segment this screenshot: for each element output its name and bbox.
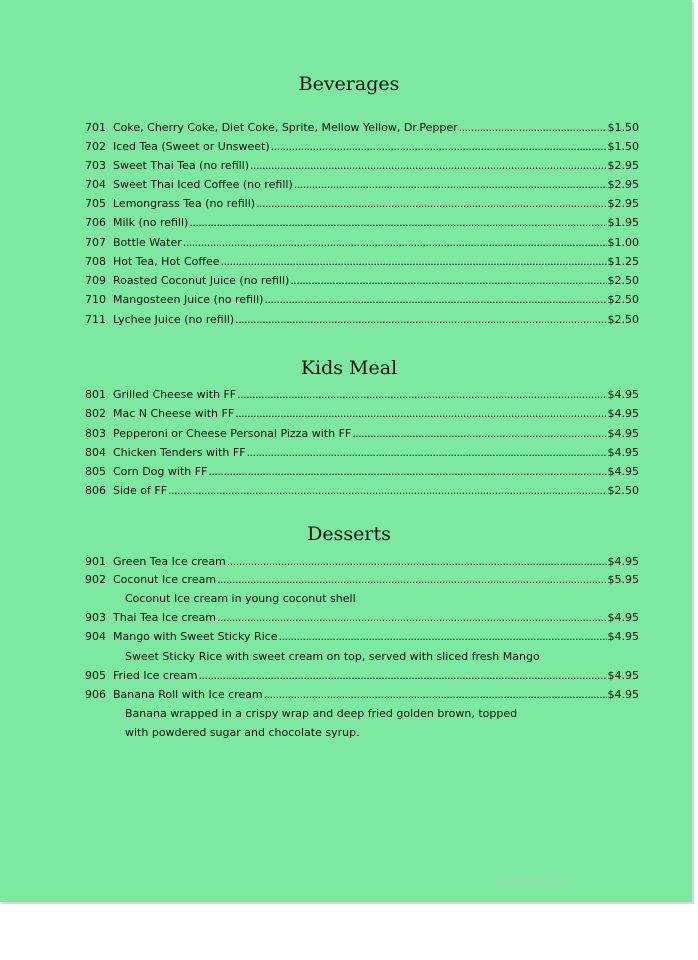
item-price: $2.50	[607, 313, 639, 326]
menu-item	[85, 272, 639, 289]
item-name: Coconut Ice cream	[113, 573, 217, 586]
dot-leader	[264, 686, 607, 703]
item-description: Sweet Sticky Rice with sweet cream on top, served with sliced fresh Mango	[125, 650, 540, 663]
item-name: Banana Roll with Ice cream	[113, 688, 263, 701]
menu-item	[85, 234, 639, 251]
item-code: 804	[85, 446, 106, 459]
item-description: with powdered sugar and chocolate syrup.	[125, 726, 360, 739]
item-code: 802	[85, 407, 106, 420]
item-price: $2.50	[607, 484, 639, 497]
dot-leader	[183, 234, 607, 251]
item-name: Green Tea Ice cream	[113, 555, 226, 568]
dot-leader	[278, 628, 606, 645]
item-description: Coconut Ice cream in young coconut shell	[125, 592, 356, 605]
dot-leader	[294, 176, 607, 193]
item-price: $2.95	[607, 197, 639, 210]
menu-item	[85, 311, 639, 328]
dot-leader	[217, 571, 606, 588]
item-code: 905	[85, 669, 106, 682]
menu-item	[85, 571, 639, 588]
item-price: $1.50	[607, 121, 639, 134]
dot-leader	[208, 463, 606, 480]
item-code: 901	[85, 555, 106, 568]
menu-item	[85, 291, 639, 308]
dot-leader	[264, 291, 606, 308]
item-name: Mangosteen Juice (no refill)	[113, 293, 264, 306]
menu-item	[85, 609, 639, 626]
item-name: Mac N Cheese with FF	[113, 407, 235, 420]
dot-leader	[198, 667, 606, 684]
menu-item	[85, 667, 639, 684]
item-name: Bottle Water	[113, 236, 182, 249]
menu-item	[85, 138, 639, 155]
dot-leader	[290, 272, 606, 289]
item-price: $4.95	[607, 688, 639, 701]
item-name: Iced Tea (Sweet or Unsweet)	[113, 140, 270, 153]
menupix-watermark: menupix	[497, 872, 570, 890]
item-name: Sweet Thai Tea (no refill)	[113, 159, 250, 172]
menu-item	[85, 482, 639, 499]
menu-item	[85, 425, 639, 442]
dot-leader	[217, 609, 607, 626]
item-name: Grilled Cheese with FF	[113, 388, 237, 401]
menu-item	[85, 253, 639, 270]
item-name: Corn Dog with FF	[113, 465, 208, 478]
menu-item	[85, 686, 639, 703]
item-price: $4.95	[607, 630, 639, 643]
item-name: Lychee Juice (no refill)	[113, 313, 235, 326]
dot-leader	[352, 425, 606, 442]
item-price: $4.95	[607, 555, 639, 568]
item-code: 903	[85, 611, 106, 624]
dot-leader	[235, 405, 606, 422]
item-price: $4.95	[607, 611, 639, 624]
item-code: 701	[85, 121, 106, 134]
menu-item	[85, 195, 639, 212]
item-name: Lemongrass Tea (no refill)	[113, 197, 256, 210]
dot-leader	[256, 195, 606, 212]
item-name: Hot Tea, Hot Coffee	[113, 255, 220, 268]
item-price: $2.95	[607, 178, 639, 191]
item-name: Chicken Tenders with FF	[113, 446, 246, 459]
desserts-title: Desserts	[307, 523, 391, 545]
item-code: 708	[85, 255, 106, 268]
item-name: Mango with Sweet Sticky Rice	[113, 630, 278, 643]
item-description: Banana wrapped in a crispy wrap and deep fried golden brown, topped	[125, 707, 518, 720]
menu-item	[85, 628, 639, 645]
item-price: $4.95	[607, 669, 639, 682]
menu-item	[85, 405, 639, 422]
item-name: Sweet Thai Iced Coffee (no refill)	[113, 178, 293, 191]
item-price: $2.50	[607, 274, 639, 287]
item-name: Coke, Cherry Coke, Diet Coke, Sprite, Mellow Yellow, Dr.Pepper	[113, 121, 458, 134]
item-price: $2.50	[607, 293, 639, 306]
item-price: $4.95	[607, 465, 639, 478]
item-name: Roasted Coconut Juice (no refill)	[113, 274, 290, 287]
item-name: Fried Ice cream	[113, 669, 198, 682]
item-code: 703	[85, 159, 106, 172]
menu-item	[85, 386, 639, 403]
menu-item	[85, 463, 639, 480]
item-price: $1.50	[607, 140, 639, 153]
item-price: $1.00	[607, 236, 639, 249]
menu-item	[85, 119, 639, 136]
item-code: 906	[85, 688, 106, 701]
item-price: $4.95	[607, 388, 639, 401]
item-price: $1.95	[607, 216, 639, 229]
item-code: 904	[85, 630, 106, 643]
menu-item	[85, 553, 639, 570]
dot-leader	[189, 214, 606, 231]
item-code: 711	[85, 313, 106, 326]
item-code: 902	[85, 573, 106, 586]
item-price: $2.95	[607, 159, 639, 172]
dot-leader	[221, 253, 607, 270]
menu-item	[85, 444, 639, 461]
menu-item	[85, 214, 639, 231]
item-name: Pepperoni or Cheese Personal Pizza with FF	[113, 427, 352, 440]
item-code: 803	[85, 427, 106, 440]
dot-leader	[235, 311, 606, 328]
item-name: Side of FF	[113, 484, 168, 497]
item-code: 710	[85, 293, 106, 306]
item-code: 705	[85, 197, 106, 210]
dot-leader	[247, 444, 607, 461]
dot-leader	[168, 482, 606, 499]
kids-meal-title: Kids Meal	[300, 357, 398, 379]
item-code: 805	[85, 465, 106, 478]
dot-leader	[227, 553, 607, 570]
dot-leader	[250, 157, 606, 174]
item-code: 702	[85, 140, 106, 153]
item-price: $5.95	[607, 573, 639, 586]
item-code: 709	[85, 274, 106, 287]
dot-leader	[237, 386, 606, 403]
menu-item	[85, 176, 639, 193]
item-price: $4.95	[607, 407, 639, 420]
dot-leader	[459, 119, 607, 136]
item-name: Milk (no refill)	[113, 216, 189, 229]
menu-item	[85, 157, 639, 174]
item-code: 806	[85, 484, 106, 497]
item-name: Thai Tea Ice cream	[113, 611, 216, 624]
item-code: 801	[85, 388, 106, 401]
item-price: $1.25	[607, 255, 639, 268]
item-price: $4.95	[607, 446, 639, 459]
dot-leader	[271, 138, 607, 155]
item-code: 706	[85, 216, 106, 229]
beverages-title: Beverages	[298, 73, 400, 95]
item-price: $4.95	[607, 427, 639, 440]
item-code: 707	[85, 236, 106, 249]
item-code: 704	[85, 178, 106, 191]
